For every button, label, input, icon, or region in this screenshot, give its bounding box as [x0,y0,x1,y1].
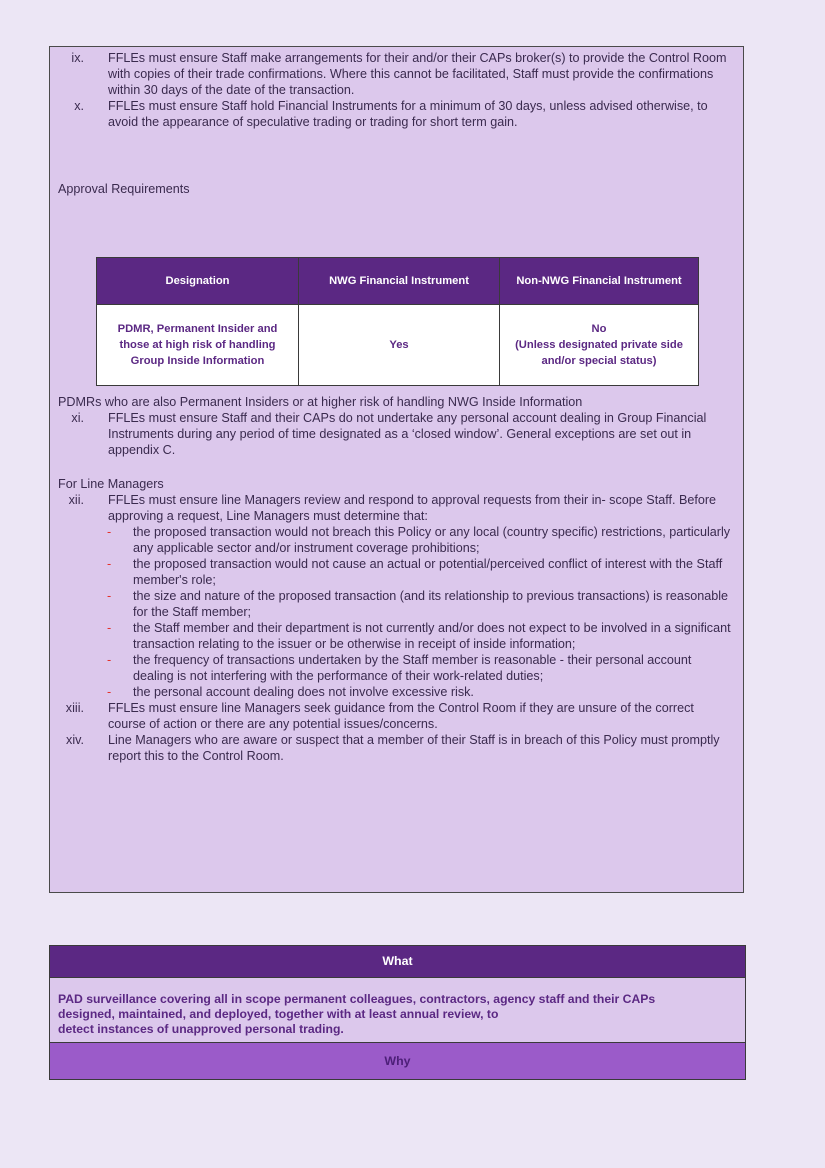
list-text: FFLEs must ensure Staff make arrangements for their and/or their CAPs broker(s) to provide the Control Room with copies of their trade confirmations. Where this cannot be facilitated, Staff must provide the confirmations within 30 days of the date of the transaction. [108,51,727,97]
sub-list-item [107,620,733,652]
bullet-dash: - [107,621,112,635]
numbered-list-bottom [50,492,743,764]
what-why-box [49,945,746,1080]
list-item-x [50,98,743,130]
list-number: ix. [71,51,84,65]
bullet-dash: - [107,589,112,603]
list-text: FFLEs must ensure line Managers review and respond to approval requests from their in- scope Staff. Before approving a request, Line Managers must determine that: [108,493,717,523]
policy-text-box [49,46,744,893]
column-header-nwg: NWG Financial Instrument [299,258,500,305]
list-item-ix [50,50,743,98]
sub-list-text: the size and nature of the proposed transaction (and its relationship to previous transactions) is reasonable for the Staff member; [133,589,729,619]
column-header-non-nwg: Non-NWG Financial Instrument [500,258,699,305]
approval-requirements-heading: Approval Requirements [58,182,190,196]
list-text: FFLEs must ensure Staff and their CAPs do not undertake any personal account dealing in Group Financial Instruments during any period of time designated as a ‘closed window’. General exceptions are set out in appendix C. [108,411,707,457]
sub-list-item [107,524,733,556]
sub-list-item [107,556,733,588]
list-text: FFLEs must ensure Staff hold Financial Instruments for a minimum of 30 days, unless advised otherwise, to avoid the appearance of speculative trading or trading for short term gain. [108,99,708,129]
bullet-dash: - [107,557,112,571]
table-header-row [97,258,699,305]
what-body [49,978,746,1042]
line-managers-heading: For Line Managers [58,477,164,491]
list-number: xi. [71,411,84,425]
what-text-line: PAD surveillance covering all in scope permanent colleagues, contractors, agency staff and their CAPs [58,992,656,1006]
numbered-list-top [50,50,743,130]
sub-list-text: the frequency of transactions undertaken by the Staff member is reasonable - their personal account dealing is not interfering with the performance of their work-related duties; [133,653,692,683]
list-number: xiii. [65,701,84,715]
bullet-dash: - [107,685,112,699]
sub-list-text: the proposed transaction would not breach this Policy or any local (country specific) restrictions, particularly any applicable sector and/or instrument coverage prohibitions; [133,525,731,555]
sub-list-text: the Staff member and their department is not currently and/or does not expect to be involved in a significant transaction relating to the issuer or be otherwise in receipt of inside information; [133,621,731,651]
list-item-xii [50,492,743,524]
what-text-line: detect instances of unapproved personal trading. [58,1022,344,1036]
what-heading: What [49,945,746,978]
bullet-dash: - [107,525,112,539]
list-number: xii. [68,493,84,507]
cell-non-nwg-note: (Unless designated private side and/or special status) [515,339,683,367]
column-header-designation: Designation [97,258,299,305]
sub-list-item [107,684,733,700]
what-text-line: designed, maintained, and deployed, together with at least annual review, to [58,1007,499,1021]
cell-non-nwg-answer: No [591,323,607,335]
cell-designation: PDMR, Permanent Insider and those at high risk of handling Group Inside Information [97,305,299,386]
list-number: x. [74,99,84,113]
cell-nwg: Yes [299,305,500,386]
table-row [97,305,699,386]
numbered-list-xi [50,410,743,458]
approval-requirements-table [96,257,699,386]
list-text: Line Managers who are aware or suspect that a member of their Staff is in breach of this Policy must promptly report this to the Control Room. [108,733,720,763]
list-text: FFLEs must ensure line Managers seek guidance from the Control Room if they are unsure of the correct course of action or there are any potential issues/concerns. [108,701,694,731]
pdmr-note: PDMRs who are also Permanent Insiders or at higher risk of handling NWG Inside Information [58,395,583,409]
cell-non-nwg [500,305,699,386]
list-number: xiv. [66,733,84,747]
bullet-dash: - [107,653,112,667]
sub-list-text: the personal account dealing does not involve excessive risk. [133,685,474,699]
list-item-xiv [50,732,743,764]
list-item-xiii [50,700,743,732]
sub-list-text: the proposed transaction would not cause an actual or potential/perceived conflict of interest with the Staff member's role; [133,557,723,587]
sub-list-item [107,652,733,684]
why-heading: Why [49,1042,746,1080]
list-item-xi [50,410,743,458]
sub-list-item [107,588,733,620]
